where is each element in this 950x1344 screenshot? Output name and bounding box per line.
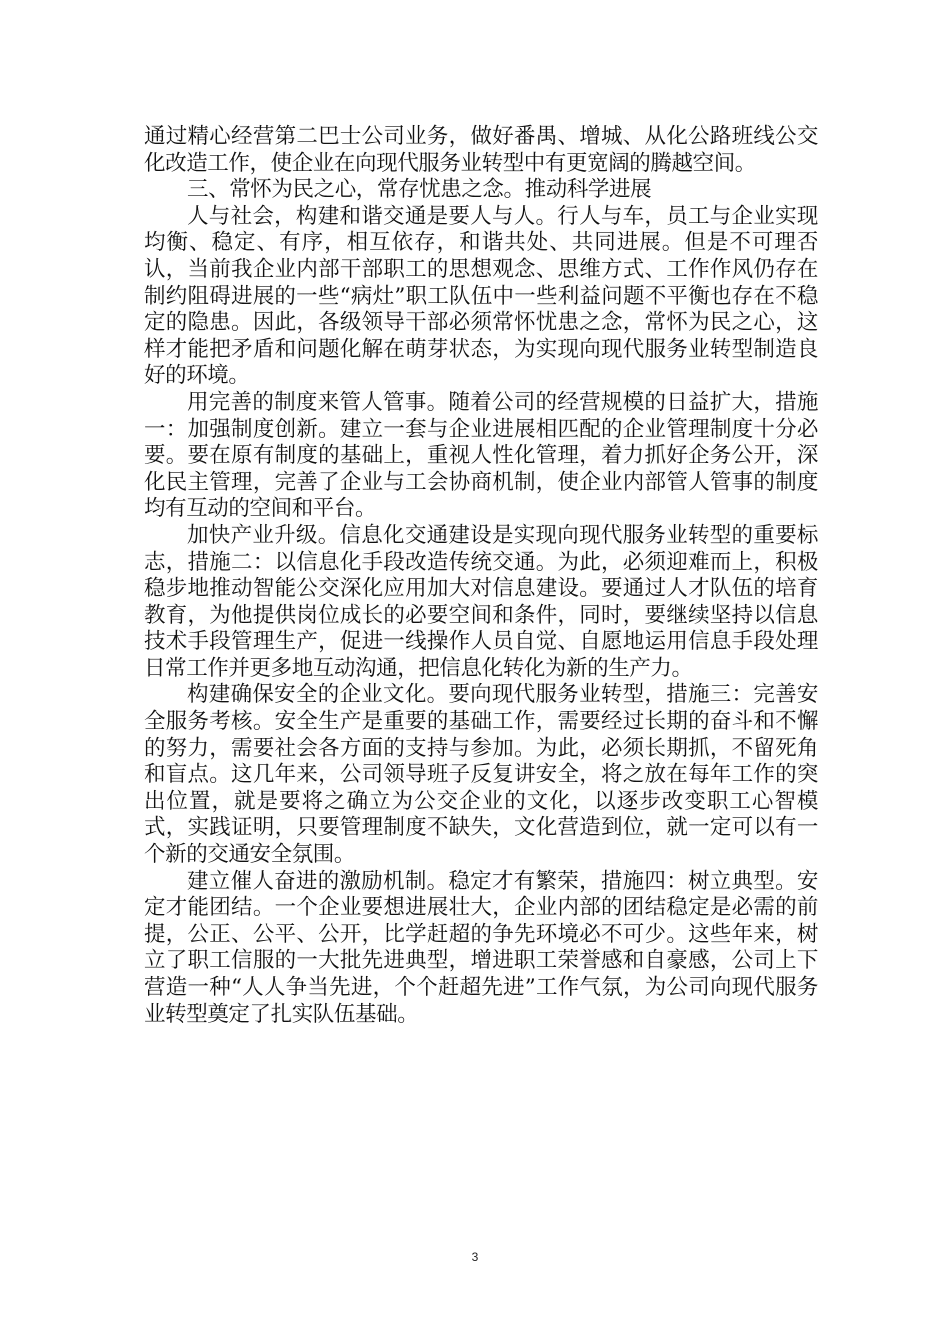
document-body [144, 124, 818, 1028]
page-number: 3 [471, 1250, 479, 1264]
paragraph-measure-three: 构建确保安全的企业文化。要向现代服务业转型，措施三：完善安全服务考核。安全生产是重要的基础工作，需要经过长期的奋斗和不懈的努力，需要社会各方面的支持与参加。为此，必须长期抓，不留死角和盲点。这几年来，公司领导班子反复讲安全，将之放在每年工作的突出位置，就是要将之确立为公交企业的文化，以逐步改变职工心智模式，实践证明，只要管理制度不缺失，文化营造到位，就一定可以有一个新的交通安全氛围。 [144, 682, 818, 868]
paragraph-measure-one: 用完善的制度来管人管事。随着公司的经营规模的日益扩大，措施一：加强制度创新。建立一套与企业进展相匹配的企业管理制度十分必要。要在原有制度的基础上，重视人性化管理，着力抓好企务公开，深化民主管理，完善了企业与工会协商机制，使企业内部管人管事的制度均有互动的空间和平台。 [144, 389, 818, 522]
paragraph-measure-two: 加快产业升级。信息化交通建设是实现向现代服务业转型的重要标志，措施二：以信息化手段改造传统交通。为此，必须迎难而上，积极稳步地推动智能公交深化应用加大对信息建设。要通过人才队伍的培育教育，为他提供岗位成长的必要空间和条件，同时，要继续坚持以信息技术手段管理生产，促进一线操作人员自觉、自愿地运用信息手段处理日常工作并更多地互动沟通，把信息化转化为新的生产力。 [144, 522, 818, 681]
section-heading: 三、常怀为民之心，常存忧患之念。推动科学进展 [187, 177, 652, 203]
paragraph-measure-four: 建立催人奋进的激励机制。稳定才有繁荣，措施四：树立典型。安定才能团结。一个企业要想进展壮大，企业内部的团结稳定是必需的前提，公正、公平、公开，比学赶超的争先环境必不可少。这些年来，树立了职工信服的一大批先进典型，增进职工荣誉感和自豪感，公司上下营造一种“人人争当先进，个个赶超先进”工作气氛，为公司向现代服务业转型奠定了扎实队伍基础。 [144, 868, 818, 1027]
paragraph-harmony: 人与社会，构建和谐交通是要人与人。行人与车，员工与企业实现均衡、稳定、有序，相互依存，和谐共处、共同进展。但是不可理否认，当前我企业内部干部职工的思想观念、思维方式、工作作风仍存在制约阻碍进展的一些“病灶”职工队伍中一些利益问题不平衡也存在不稳定的隐患。因此，各级领导干部必须常怀忧患之念，常怀为民之心，这样才能把矛盾和问题化解在萌芽状态，为实现向现代服务业转型制造良好的环境。 [144, 203, 818, 389]
paragraph-continuation: 通过精心经营第二巴士公司业务，做好番禺、增城、从化公路班线公交化改造工作，使企业在向现代服务业转型中有更宽阔的腾越空间。 [144, 124, 818, 176]
